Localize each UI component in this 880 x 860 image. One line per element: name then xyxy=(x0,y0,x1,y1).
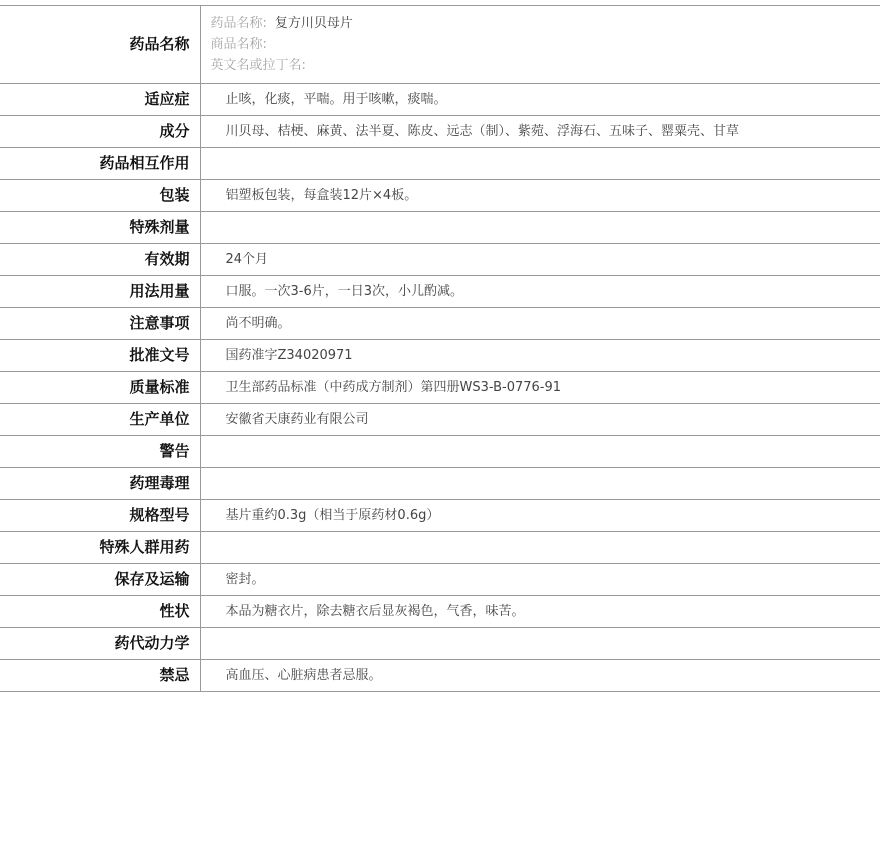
table-row xyxy=(0,340,880,372)
row-label: 禁忌 xyxy=(0,660,200,692)
row-value: 口服。一次3-6片，一日3次，小儿酌减。 xyxy=(200,276,880,308)
row-label: 批准文号 xyxy=(0,340,200,372)
row-label: 用法用量 xyxy=(0,276,200,308)
row-label: 特殊剂量 xyxy=(0,212,200,244)
row-label: 药品相互作用 xyxy=(0,148,200,180)
table-row xyxy=(0,308,880,340)
table-row xyxy=(0,564,880,596)
row-label: 注意事项 xyxy=(0,308,200,340)
table-row xyxy=(0,244,880,276)
row-value: 密封。 xyxy=(200,564,880,596)
row-label: 规格型号 xyxy=(0,500,200,532)
table-row xyxy=(0,436,880,468)
row-value: 本品为糖衣片，除去糖衣后显灰褐色，气香，味苦。 xyxy=(200,596,880,628)
drug-name-cell xyxy=(200,6,880,84)
row-label: 包装 xyxy=(0,180,200,212)
english-name-line xyxy=(211,55,880,76)
drug-name-key: 药品名称: xyxy=(210,16,267,31)
table-row xyxy=(0,500,880,532)
row-value: 高血压、心脏病患者忌服。 xyxy=(200,660,880,692)
row-value xyxy=(200,468,880,500)
drug-spec-table-body xyxy=(0,6,880,692)
table-row xyxy=(0,468,880,500)
row-label: 适应症 xyxy=(0,84,200,116)
table-row xyxy=(0,628,880,660)
row-value: 川贝母、桔梗、麻黄、法半夏、陈皮、远志（制）、紫菀、浮海石、五味子、罂粟壳、甘草 xyxy=(200,116,880,148)
row-value xyxy=(200,436,880,468)
row-value xyxy=(200,628,880,660)
row-value: 止咳，化痰，平喘。用于咳嗽，痰喘。 xyxy=(200,84,880,116)
row-label: 质量标准 xyxy=(0,372,200,404)
row-label: 生产单位 xyxy=(0,404,200,436)
row-value: 尚不明确。 xyxy=(200,308,880,340)
row-value xyxy=(200,148,880,180)
row-value: 铝塑板包装，每盒装12片×4板。 xyxy=(200,180,880,212)
row-label: 成分 xyxy=(0,116,200,148)
trade-name-key: 商品名称: xyxy=(210,37,267,52)
table-row xyxy=(0,116,880,148)
table-row xyxy=(0,180,880,212)
drug-spec-table xyxy=(0,5,880,692)
trade-name-line xyxy=(211,34,880,55)
row-value xyxy=(200,532,880,564)
drug-name-line xyxy=(211,13,880,34)
table-row xyxy=(0,372,880,404)
english-name-key: 英文名或拉丁名: xyxy=(210,58,306,73)
row-label: 特殊人群用药 xyxy=(0,532,200,564)
row-value: 24个月 xyxy=(200,244,880,276)
row-value: 安徽省天康药业有限公司 xyxy=(200,404,880,436)
row-label: 药代动力学 xyxy=(0,628,200,660)
table-row-drug-name xyxy=(0,6,880,84)
table-row xyxy=(0,596,880,628)
drug-name-value: 复方川贝母片 xyxy=(274,16,353,31)
table-row xyxy=(0,148,880,180)
row-value: 国药准字Z34020971 xyxy=(200,340,880,372)
row-value xyxy=(200,212,880,244)
row-label: 药品名称 xyxy=(0,6,200,84)
table-row xyxy=(0,660,880,692)
row-value: 基片重约0.3g（相当于原药材0.6g） xyxy=(200,500,880,532)
row-label: 警告 xyxy=(0,436,200,468)
table-row xyxy=(0,84,880,116)
row-label: 药理毒理 xyxy=(0,468,200,500)
table-row xyxy=(0,532,880,564)
table-row xyxy=(0,212,880,244)
row-label: 保存及运输 xyxy=(0,564,200,596)
row-label: 有效期 xyxy=(0,244,200,276)
table-row xyxy=(0,276,880,308)
row-value: 卫生部药品标准（中药成方制剂）第四册WS3-B-0776-91 xyxy=(200,372,880,404)
table-row xyxy=(0,404,880,436)
row-label: 性状 xyxy=(0,596,200,628)
